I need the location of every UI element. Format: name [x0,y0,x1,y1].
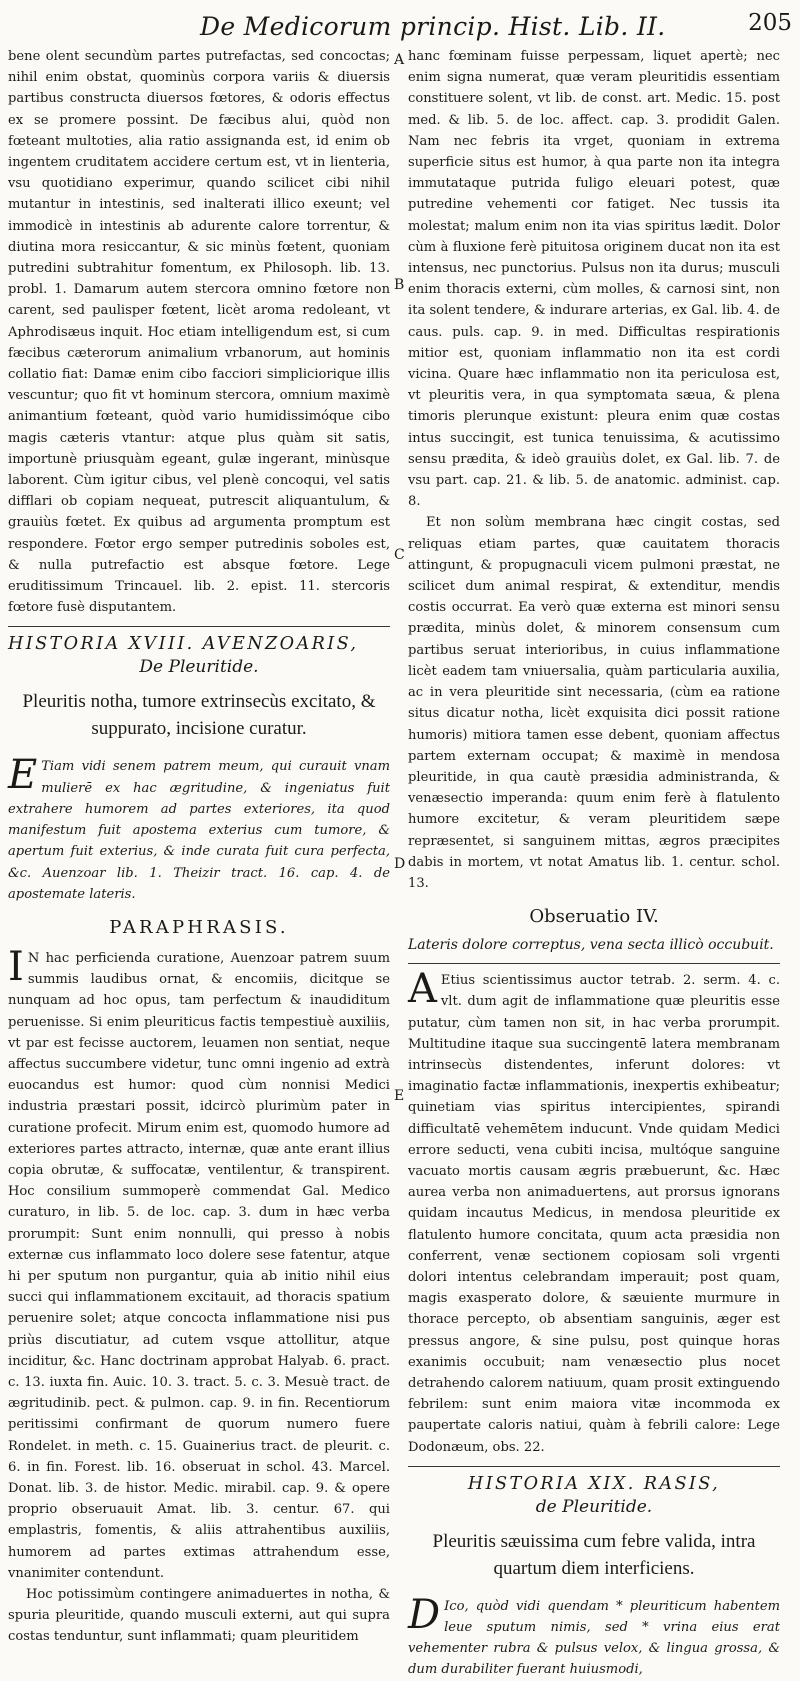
margin-letter-e: E [394,1088,405,1104]
paraphrasis-heading: PARAPHRASIS. [109,916,289,938]
historia-xviii-summary: Pleuritis notha, tumore extrinsecùs excitato, & suppurato, incisione curatur. [22,691,376,740]
historia-xviii-subtitle: De Pleuritide. [139,657,259,678]
observatio-iv-heading: Obseruatio IV. [529,906,659,928]
running-title: De Medicorum princip. Hist. Lib. II. [200,12,666,41]
right-second-paragraph: Et non solùm membrana hæc cingit costas, sed reliquas etiam partes, quæ cauitatem thoracis attingunt, & propugnaculi vicem pulmoni præstat, ne scilicet dum animal respirat, & extenditur, mendis costis occurrat. Ea verò quæ externa est minori sensu prædita, minùs dolet, & minorem consensum cum partibus seruat interioribus, in cuius inflammatione licèt eadem tam vniuersalia, quàm particularia auxilia, ac in vera pleuritide sint necessaria, (cùm ea ratione situs dicatur notha, licèt exquisita dici possit ratione humoris) mitiora tamen esse debent, quoniam affectus partem externam occupat; & maximè in mendosa pleuritide, in qua cautè præsidia administranda, & venæsectio imperanda: quum enim ferè à flatulento humore excitetur, & veram pleuritidem sæpe repræsentet, si sanguinem mittas, ægros præcipites dabis in mortem, vt notat Amatus lib. 1. centur. schol. 13. [408,515,780,891]
historia-xix-heading: HISTORIA XIX. RASIS, [467,1473,721,1494]
drop-cap-a: A [408,966,437,1013]
left-opening-paragraph: bene olent secundùm partes putrefactas, sed concoctas; nihil enim obstat, quominùs corpora variis & diuersis partibus constructa diuersos fœtores, & odoris effectus ex se promere possint. De fæcibus alui, quòd non fœteant multoties, alia ratio assignanda est, id enim ob ingentem cruditatem accidere certum est, vt in lienteria, vsu quotidiano experimur, quando scilicet cibi nihil mutantur in intestinis, sed inalterati illico exeunt; vel immodicè in intestinis ab adurente calore torrentur, & diutina mora resiccantur, & sic minùs fœtent, quoniam putredini subtrahitur fomentum, ex Philosoph. lib. 13. probl. 1. Damarum autem stercora omnino fœtore non carent, sed paulisper fœtent, licèt aroma redoleant, vt Aphrodisæus inquit. Hoc etiam intelligendum est, si cum fæcibus cæterorum animalium vrbanorum, aut hominis collatio fiat: Damæ enim cibo facciori simpliciorique illis vescuntur; quo fit vt hominum stercora, omnium maximè animantium fœteant, quòd vario humidissimóque cibo magis cæteris vtantur: atque plus quàm sit satis, importunè priusquàm egeant, gulæ ingerant, minùsque laborent. Cùm igitur cibus, vel plenè concoqui, vel satis difflari ob copiam nequeat, putrescit aliquantulum, & grauiùs fœtet. Ex quibus ad argumenta promptum est respondere. Fœtor ergo semper putredinis soboles est, & nulla putrefactio est absque fœtore. Lege eruditissimum Trincauel. lib. 2. epist. 11. stercoris fœtore fusè disputantem. [8,49,390,616]
right-column [408,46,780,1681]
right-opening-paragraph: hanc fœminam fuisse perpessam, liquet apertè; nec enim signa numerat, quæ veram pleuritidis essentiam constituere solent, vt lib. de const. art. Medic. 15. post med. & lib. 5. de loc. affect. cap. 3. prodidit Galen. Nam nec febris ita vrget, quoniam in extrema superficie situs est humor, à qua parte non ita integra immutataque putrida fuligo eleuari potest, quæ putredine vehementi cor fatiget. Nec tussis ita molestat; malum enim non ita vias spiritus lædit. Dolor cùm à fluxione ferè pituitosa originem ducat non ita est intensus, nec punctorius. Pulsus non ita durus; musculi enim thoracis externi, cùm molles, & carnosi sint, non ita solent tendere, & indurare arterias, ex Gal. lib. 4. de caus. puls. cap. 9. in med. Difficultas respirationis mitior est, quoniam inflammatio non ita est cordi vicina. Quare hæc inflammatio non ita periculosa est, vt pleuritis vera, in qua symptomata sæua, & plena timoris plerunque existunt: pleura enim quæ costas intus succingit, est tunica tenuissima, & acutissimo sensu prædita, & ideò grauiùs dolet, ex Gal. lib. 7. de vsu part. cap. 21. & lib. 5. de anatomic. administ. cap. 8. [408,49,780,510]
drop-cap-e: E [8,752,38,799]
margin-letter-a: A [394,52,405,68]
running-header [0,6,800,46]
paraphrasis-continuation: Hoc potissimùm contingere animaduertes in notha, & spuria pleuritide, quando musculi externi, aut qui supra costas tenduntur, sunt inflammati; quam pleuritidem [8,1587,390,1645]
page-number: 205 [748,10,792,36]
paraphrasis-text: N hac perficienda curatione, Auenzoar patrem suum summis laudibus ornat, & encomiis, dicitque se nunquam ad hoc opus, tam perfectum & inaudiditum peruenisse. Si enim pleuriticus factis tempestiuè auxiliis, vt par est fecisse auctorem, leuamen non sentiat, neque affectus succumbere videtur, tunc omni ingenio ad extrà euocandus est humor: quod cùm nonnisi Medici industria præstari possit, idcircò plurimùm pater in curatione profecit. Mirum enim est, quomodo humore ad exteriores partes attracto, internæ, quæ ante erant illius copia obrutæ, & suffocatæ, ventilentur, & transpirent. Hoc consilium summoperè commendat Gal. Medico curaturo, in lib. 5. de loc. cap. 3. dum in hæc verba prorumpit: Sunt enim nonnulli, qui presso à nobis externæ cus inflammato loco dolere sese fatentur, atque hi per sputum non purgantur, quia ab initio nihil eius succi qui inflammationem excitauit, ad thoracis spatium peruenire solet; atque concocta inflammatione nisi pus priùs discutiatur, ad cutem vsque attollitur, atque inciditur, &c. Hanc doctrinam approbat Halyab. 6. pract. c. 13. iuxta fin. Auic. 10. 3. tract. 5. c. 3. Mesuè tract. de ægritudinib. pect. & pulmon. cap. 9. in fin. Recentiorum peritissimi confirmant de quorum numero fuere Rondelet. in meth. c. 15. Guainerius tract. de pleurit. c. 6. in fin. Forest. lib. 16. obseruat in schol. 43. Marcel. Donat. lib. 3. de histor. Medic. mirabil. cap. 9. & opere proprio obseruauit Amat. lib. 3. centur. 67. qui emplastris, fomentis, & aliis attrahentibus auxiliis, humorem ad partes extimas attrahendum esse, vnanimiter contendunt. [8,950,390,1581]
historia-xviii-heading: HISTORIA XVIII. AVENZOARIS, [8,634,359,655]
historia-xix-subtitle: de Pleuritide. [535,1496,653,1517]
historia-xviii-text: Tiam vidi senem patrem meum, qui curauit vnam mulierē ex hac ægritudine, & ingeniatus fuit extrahere humorem ad partes exteriores, ita quod manifestum fuit apostema exterius cum tumore, & apertum fuit exterius, & inde curata fuit cura perfecta, &c. Auenzoar lib. 1. Theizir tract. 16. cap. 4. de apostemate lateris. [8,759,390,902]
margin-letter-d: D [394,856,406,872]
margin-letter-b: B [394,277,405,293]
drop-cap-i: I [8,943,24,990]
historia-xix-text: Ico, quòd vidi quendam * pleuriticum habentem leue sputum nimis, sed * vrina eius erat vehementer rubra & pulsus velox, & lingua grossa, & dum durabiliter fuerant huiusmodi, [408,1598,780,1678]
historia-xix-summary: Pleuritis sæuissima cum febre valida, intra quartum diem interficiens. [432,1530,756,1579]
observatio-iv-subtitle: Lateris dolore correptus, vena secta illicò occubuit. [408,937,774,954]
observatio-iv-text: Etius scientissimus auctor tetrab. 2. serm. 4. c. vlt. dum agit de inflammatione quæ pleuritis esse putatur, cùm tamen non sit, in hac verba prorumpit. Multitudine itaque sua succingentē latera membranam intrinsecùs distendentes, inferunt dolores: vt imaginatio factæ inflammationis, inexpertis exhibeatur; quinetiam vias spiritus intercipientes, spirandi difficultatē vehemētem inducunt. Vnde quidam Medici errore seducti, vena cubiti incisa, multóque sanguine vacuato mortis causam ægris præbuerunt, &c. Hæc aurea verba non animaduertens, aut prorsus ignorans quidam incautus Medicus, in mendosa pleuritide ex flatulento humore concitata, quum acta præsidia non conferrent, venæ sectionem copiosam soli vrgenti dolori intentus celebrandam imperauit; post quam, magis exasperato dolore, & sæuiente murmure in thorace percepto, ob absentiam sanguinis, æger est pressus angore, & sine pulsu, post quinque horas exanimis occubuit; nam venæsectio plus nocet detrahendo calorem natiuum, quam prosit extinguendo febrilem: sunt enim maiora vitæ incommoda ex paupertate caloris natiui, quàm à febrili calore: Lege Dodonæum, obs. 22. [408,973,780,1455]
observatio-rule [408,963,780,964]
left-column [8,46,390,1648]
section-rule [8,626,390,627]
section-rule-2 [408,1466,780,1467]
drop-cap-d: D [408,1591,441,1638]
margin-letter-c: C [394,547,405,563]
